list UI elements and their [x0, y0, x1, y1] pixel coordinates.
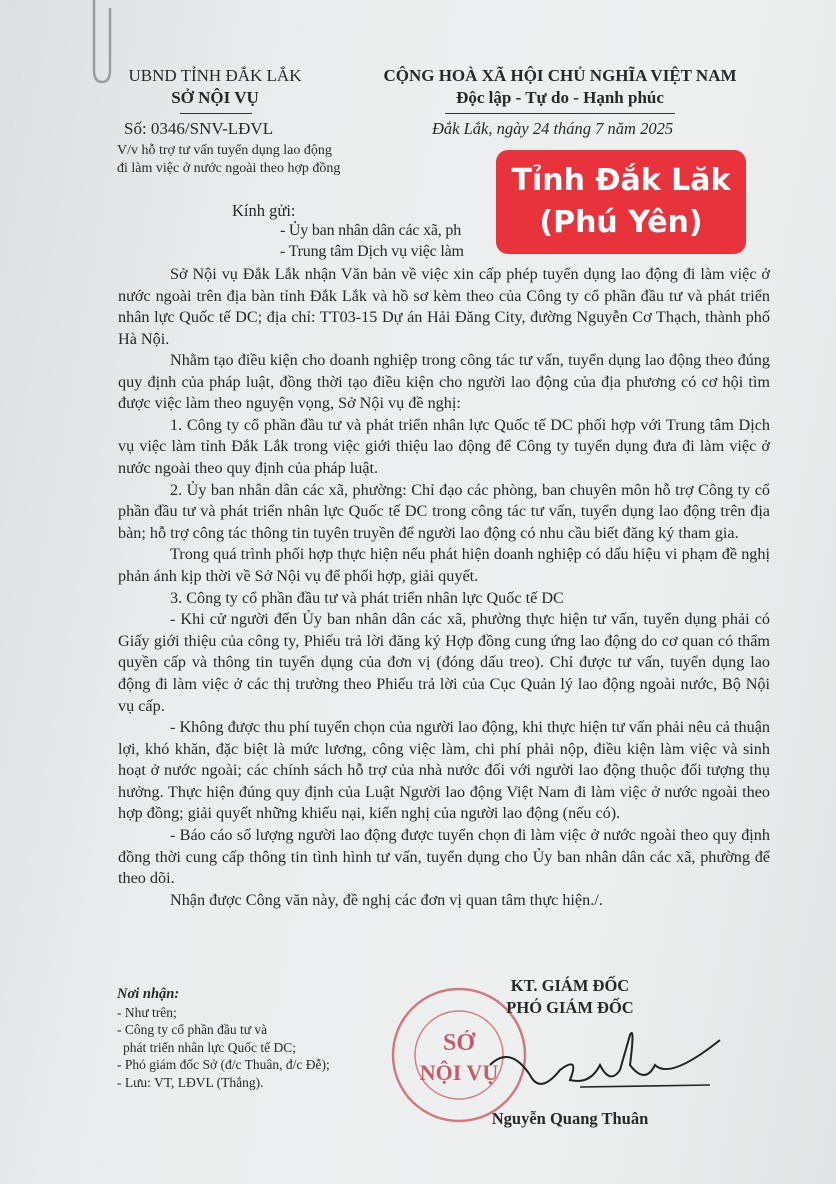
- body-paragraph: - Không được thu phí tuyển chọn của người lao động, khi thực hiện tư vấn phải nêu cả thuận lợi, khó khăn, đặc biệt là mức lương, công việc làm, chi phí phải nộp, điều kiện làm việc và sinh hoạt ở nước ngoài; các chính sách hỗ trợ của nhà nước đối với người lao động thuộc đối tượng thụ hưởng. Thực hiện đúng quy định của Luật Người lao động Việt Nam đi làm việc ở nước ngoài theo hợp đồng; giải quyết những khiếu nại, kiến nghị của người lao động (nếu có).: [118, 718, 770, 823]
- recipient-item: - Trung tâm Dịch vụ việc làm: [280, 243, 464, 260]
- org-underline: [180, 113, 252, 114]
- body-paragraph: Sở Nội vụ Đắk Lắk nhận Văn bản về việc xin cấp phép tuyển dụng lao động đi làm việc ở nước ngoài trên địa bàn tỉnh Đắk Lắk và hồ sơ kèm theo của Công ty cổ phần đầu tư và phát triển nhân lực Quốc tế DC; địa chỉ: TT03-15 Dự án Hải Đăng City, đường Nguyễn Cơ Thạch, thành phố Hà Nội.: [118, 265, 770, 348]
- body-paragraph: Nhận được Công văn này, đề nghị các đơn vị quan tâm thực hiện./.: [170, 890, 603, 909]
- body-paragraph: 2. Ủy ban nhân dân các xã, phường: Chỉ đạo các phòng, ban chuyên môn hỗ trợ Công ty cổ phần đầu tư và phát triển nhân lực Quốc tế DC trong công tác tư vấn, tuyển dụng lao động trên địa bàn; hỗ trợ công tác thông tin tuyên truyền để người lao động có nhu cầu biết đăng ký tham gia.: [118, 480, 770, 542]
- motto: Độc lập - Tự do - Hạnh phúc: [456, 88, 664, 107]
- body-paragraph: 1. Công ty cổ phần đầu tư và phát triển nhân lực Quốc tế DC phối hợp với Trung tâm Dịch vụ việc làm tỉnh Đắk Lắk trong việc giới thiệu lao động để Công ty tuyển dụng đưa đi làm việc ở nước ngoài theo quy định của pháp luật.: [118, 415, 770, 477]
- body-main: [118, 350, 770, 911]
- org-name: SỞ NỘI VỤ: [171, 88, 259, 107]
- noi-nhan-label: Nơi nhận:: [117, 986, 180, 1002]
- noi-nhan-item: phát triển nhân lực Quốc tế DC;: [123, 1039, 297, 1055]
- overlay-line-2: (Phú Yên): [539, 205, 703, 240]
- overlay-line-1: Tỉnh Đắk Lăk: [511, 163, 731, 198]
- body-intro: [118, 264, 770, 350]
- doc-number: Số: 0346/SNV-LĐVL: [124, 119, 274, 138]
- signer-title-1: KT. GIÁM ĐỐC: [510, 976, 630, 995]
- recipient-item: - Ủy ban nhân dân các xã, ph: [280, 222, 461, 239]
- motto-underline: [445, 113, 675, 114]
- subject-line-2: đi làm việc ở nước ngoài theo hợp đồng: [117, 161, 341, 176]
- body-paragraph: - Báo cáo số lượng người lao động được tuyển chọn đi làm việc ở nước ngoài theo quy định đồng thời cung cấp thông tin tình hình tư vấn, tuyển dụng cho Ủy ban nhân dân các xã, phường để theo dõi.: [118, 826, 770, 888]
- body-paragraph: Nhằm tạo điều kiện cho doanh nghiệp trong công tác tư vấn, tuyển dụng lao động theo đúng quy định của pháp luật, đồng thời tạo điều kiện cho người lao động của địa phương có cơ hội tìm được việc làm theo nguyện vọng, Sở Nội vụ đề nghị:: [118, 351, 770, 413]
- noi-nhan-item: - Như trên;: [117, 1004, 177, 1020]
- signer-name: Nguyễn Quang Thuân: [491, 1109, 649, 1128]
- signature-block: [460, 975, 680, 1019]
- noi-nhan-item: - Phó giám đốc Sở (đ/c Thuân, đ/c Đễ);: [117, 1057, 330, 1072]
- noi-nhan-item: - Công ty cổ phần đầu tư và: [117, 1022, 268, 1037]
- overlay-label: [496, 150, 746, 254]
- body-paragraph: Trong quá trình phối hợp thực hiện nếu phát hiện doanh nghiệp có dấu hiệu vi phạm đề nghị phản ánh kịp thời về Sở Nội vụ để phối hợp, giải quyết.: [118, 545, 770, 585]
- body-paragraph: - Khi cử người đến Ủy ban nhân dân các xã, phường thực hiện tư vấn, tuyển dụng phải có Giấy giới thiệu của công ty, Phiếu trả lời đăng ký Hợp đồng cung ứng lao động do cơ quan có thẩm quyền cấp và thông tin tuyển dụng của đơn vị (đóng dấu treo). Chỉ được tư vấn, tuyển dụng lao động đi làm việc ở các thị trường theo Phiếu trả lời của Cục Quản lý lao động ngoài nước, Bộ Nội vụ cấp.: [118, 610, 770, 715]
- doc-date: Đắk Lắk, ngày 24 tháng 7 năm 2025: [432, 119, 674, 138]
- svg-text:NỘI VỤ: NỘI VỤ: [419, 1060, 499, 1085]
- signer-title-2: PHÓ GIÁM ĐỐC: [506, 998, 634, 1017]
- svg-text:SỞ: SỞ: [442, 1030, 476, 1056]
- noi-nhan-item: - Lưu: VT, LĐVL (Thắng).: [117, 1074, 264, 1090]
- org-parent: UBND TỈNH ĐẮK LẮK: [128, 66, 302, 85]
- body-paragraph: 3. Công ty cổ phần đầu tư và phát triển nhân lực Quốc tế DC: [170, 588, 564, 607]
- nation-title: CỘNG HOÀ XÃ HỘI CHỦ NGHĨA VIỆT NAM: [383, 66, 737, 85]
- subject-line-1: V/v hỗ trợ tư vấn tuyển dụng lao động: [117, 143, 332, 158]
- noi-nhan: [117, 986, 330, 1091]
- signature-mark: [470, 1025, 730, 1105]
- recipients-label: Kính gửi:: [232, 201, 296, 220]
